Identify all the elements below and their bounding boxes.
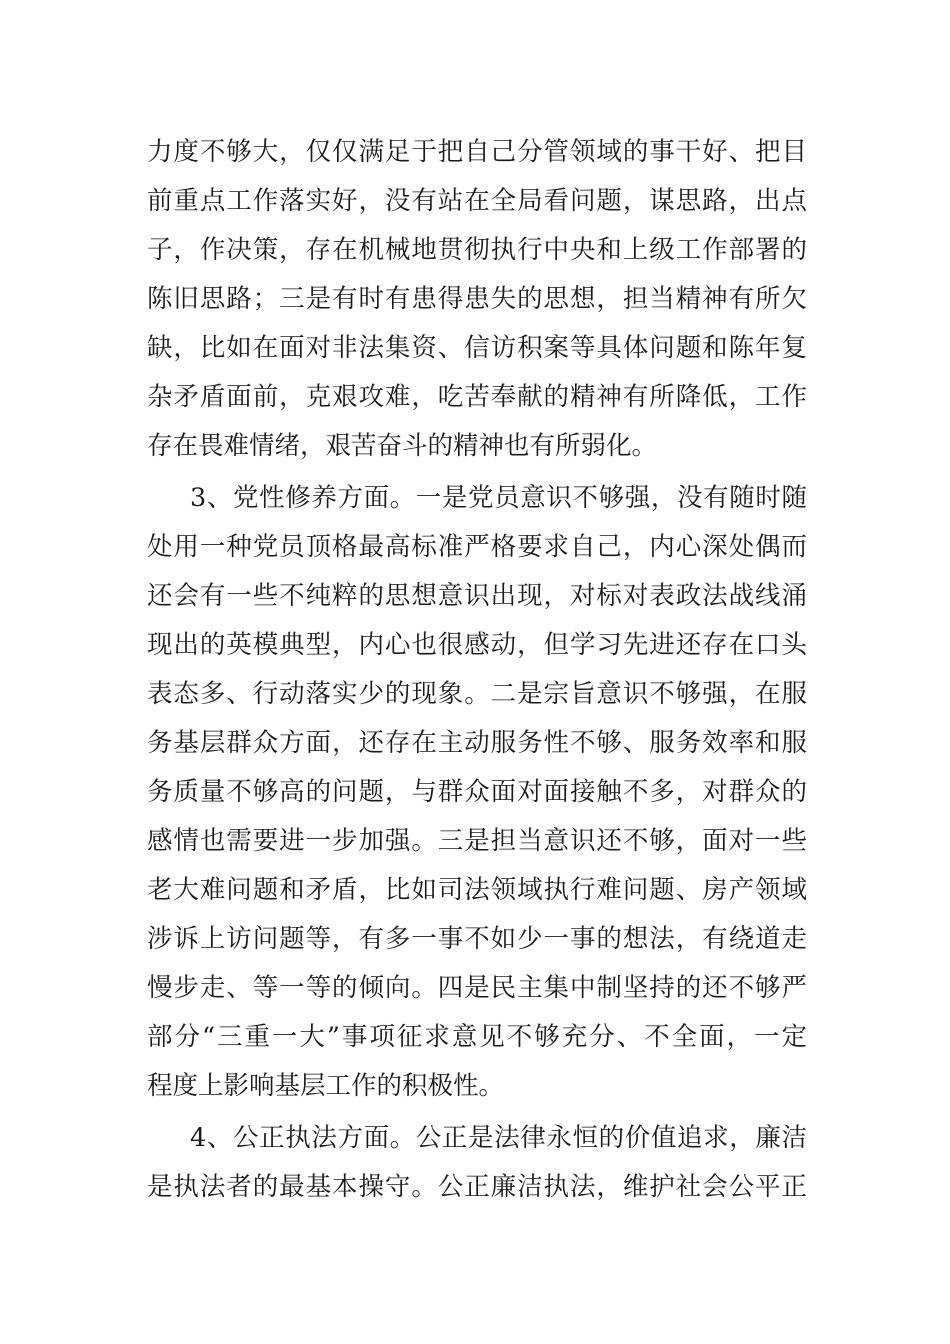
text-line: 老大难问题和矛盾，比如司法领域执行难问题、房产领域 [147, 875, 807, 905]
text-line: 慢步走、等一等的倾向。四是民主集中制坚持的还不够严 [147, 973, 807, 1003]
text-line: 务质量不够高的问题，与群众面对面接触不多，对群众的 [147, 777, 807, 807]
text-line: 缺，比如在面对非法集资、信访积案等具体问题和陈年复 [147, 333, 807, 363]
text-line: 表态多、行动落实少的现象。二是宗旨意识不够强，在服 [147, 679, 807, 709]
text-line: 感情也需要进一步加强。三是担当意识还不够，面对一些 [147, 826, 807, 856]
text-line: 力度不够大，仅仅满足于把自己分管领域的事干好、把目 [147, 137, 807, 167]
text-line: 子，作决策，存在机械地贯彻执行中央和上级工作部署的 [147, 235, 807, 265]
text-line: 部分“三重一大”事项征求意见不够充分、不全面，一定 [147, 1022, 807, 1052]
text-line: 涉诉上访问题等，有多一事不如少一事的想法，有绕道走 [147, 924, 807, 954]
text-line: 陈旧思路；三是有时有患得患失的思想，担当精神有所欠 [147, 284, 807, 314]
text-line: 务基层群众方面，还存在主动服务性不够、服务效率和服 [147, 728, 807, 758]
text-line: 处用一种党员顶格最高标准严格要求自己，内心深处偶而 [147, 532, 807, 562]
text-line: 还会有一些不纯粹的思想意识出现，对标对表政法战线涌 [147, 581, 807, 611]
paragraph-start-line: 4、公正执法方面。公正是法律永恒的价值追求，廉洁 [190, 1123, 807, 1153]
text-line: 存在畏难情绪，艰苦奋斗的精神也有所弱化。 [147, 431, 658, 461]
text-line: 是执法者的最基本操守。公正廉洁执法，维护社会公平正 [147, 1172, 807, 1202]
text-line: 前重点工作落实好，没有站在全局看问题，谋思路，出点 [147, 186, 807, 216]
text-line: 程度上影响基层工作的积极性。 [147, 1071, 505, 1101]
paragraph-start-line: 3、党性修养方面。一是党员意识不够强，没有随时随 [190, 483, 807, 513]
text-line: 杂矛盾面前，克艰攻难，吃苦奉献的精神有所降低，工作 [147, 382, 807, 412]
text-line: 现出的英模典型，内心也很感动，但学习先进还存在口头 [147, 630, 807, 660]
